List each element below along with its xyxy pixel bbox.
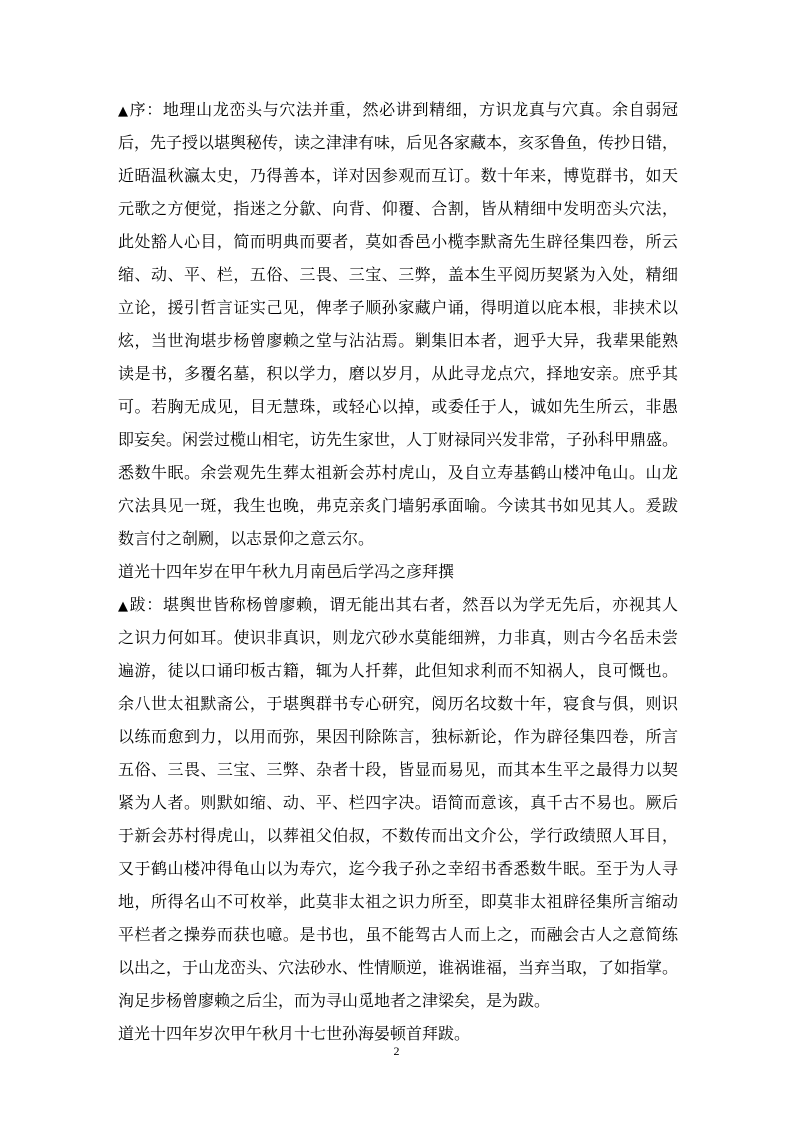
text-line: 以练而愈到力，以用而弥，果因刊除陈言，独标新论，作为辟径集四卷，所言 (118, 727, 678, 746)
postscript-section (118, 588, 678, 1050)
text-line: 又于鹤山楼冲得龟山以为寿穴，迄今我子孙之幸绍书香悉数牛眠。至于为人寻 (118, 859, 678, 878)
text-line: ▲序：地理山龙峦头与穴法并重，然必讲到精细，方识龙真与穴真。余自弱冠 (118, 93, 678, 126)
triangle-marker-icon: ▲ (118, 104, 128, 119)
text-line: 之识力何如耳。使识非真识，则龙穴砂水莫能细辨，力非真，则古今名岳未尝 (118, 628, 678, 647)
page-number: 2 (393, 1044, 400, 1058)
text-line: 以出之，于山龙峦头、穴法砂水、性情顺逆，谁祸谁福，当弃当取，了如指掌。 (118, 958, 679, 977)
text-line: 洵足步杨曾廖赖之后尘，而为寻山觅地者之津梁矣，是为跋。 (118, 991, 551, 1010)
preface-signature: 道光十四年岁在甲午秋九月南邑后学冯之彦拜撰 (118, 562, 455, 581)
text-line: 此处豁人心目，简而明典而要者，莫如香邑小榄李默斋先生辟径集四卷，所云 (118, 232, 678, 251)
text-line: 可。若胸无成见，目无慧珠，或轻心以掉，或委任于人，诚如先生所云，非愚 (118, 397, 678, 416)
text-line: 穴法具见一斑，我生也晚，弗克亲炙门墙躬承面喻。今读其书如见其人。爰跋 (118, 496, 678, 515)
text-line: 地，所得名山不可枚举，此莫非太祖之识力所至，即莫非太祖辟径集所言缩动 (118, 892, 678, 911)
text-line: 后，先子授以堪舆秘传，读之津津有味，后见各家藏本，亥豕鲁鱼，传抄日错， (118, 133, 679, 152)
text-line: 立论，援引哲言证实己见，俾孝子顺孙家藏户诵，得明道以庇本根，非挟术以 (118, 298, 678, 317)
triangle-marker-icon: ▲ (118, 599, 128, 614)
text-line: 平栏者之操券而获也噫。是书也，虽不能驾古人而上之，而融会古人之意简练 (118, 925, 678, 944)
text-line: 炫，当世洵堪步杨曾廖赖之堂与沾沾焉。剿集旧本者，迥乎大异，我辈果能熟 (118, 331, 678, 350)
text-line: ▲跋：堪舆世皆称杨曾廖赖，谓无能出其右者，然吾以为学无先后，亦视其人 (118, 588, 678, 621)
text-line: 紧为人者。则默如缩、动、平、栏四字决。语简而意该，真千古不易也。厥后 (118, 793, 678, 812)
text-line: 五俗、三畏、三宝、三弊、杂者十段，皆显而易见，而其本生平之最得力以契 (118, 760, 678, 779)
postscript-signature: 道光十四年岁次甲午秋月十七世孙海晏顿首拜跋。 (118, 1024, 471, 1043)
text-line: 余八世太祖默斋公，于堪舆群书专心研究，阅历名坟数十年，寝食与俱，则识 (118, 694, 678, 713)
preface-section (118, 93, 678, 588)
text-line: 缩、动、平、栏，五俗、三畏、三宝、三弊，盖本生平阅历契紧为入处，精细 (118, 265, 678, 284)
text-line: 即妄矣。闲尝过榄山相宅，访先生家世，人丁财禄同兴发非常，子孙科甲鼎盛。 (118, 430, 679, 449)
text-line: 遍游，徒以口诵印板古籍，辄为人扦葬，此但知求利而不知祸人，良可慨也。 (118, 661, 678, 680)
text-line: 读是书，多覆名墓，积以学力，磨以岁月，从此寻龙点穴，择地安亲。庶乎其 (118, 364, 678, 383)
text-line: 于新会苏村得虎山，以葬祖父伯叔，不数传而出文介公，学行政绩照人耳目， (118, 826, 678, 845)
text-line: 数言付之剞劂，以志景仰之意云尔。 (118, 529, 375, 548)
page-body (118, 93, 678, 1050)
text-line: 悉数牛眠。余尝观先生葬太祖新会苏村虎山，及自立寿基鹤山楼冲龟山。山龙 (118, 463, 678, 482)
text-line: 近晤温秋瀛太史，乃得善本，详对因参观而互订。数十年来，博览群书，如天 (118, 166, 678, 185)
text-line: 元歌之方便觉，指迷之分歙、向背、仰覆、合割，皆从精细中发明峦头穴法， (118, 199, 678, 218)
